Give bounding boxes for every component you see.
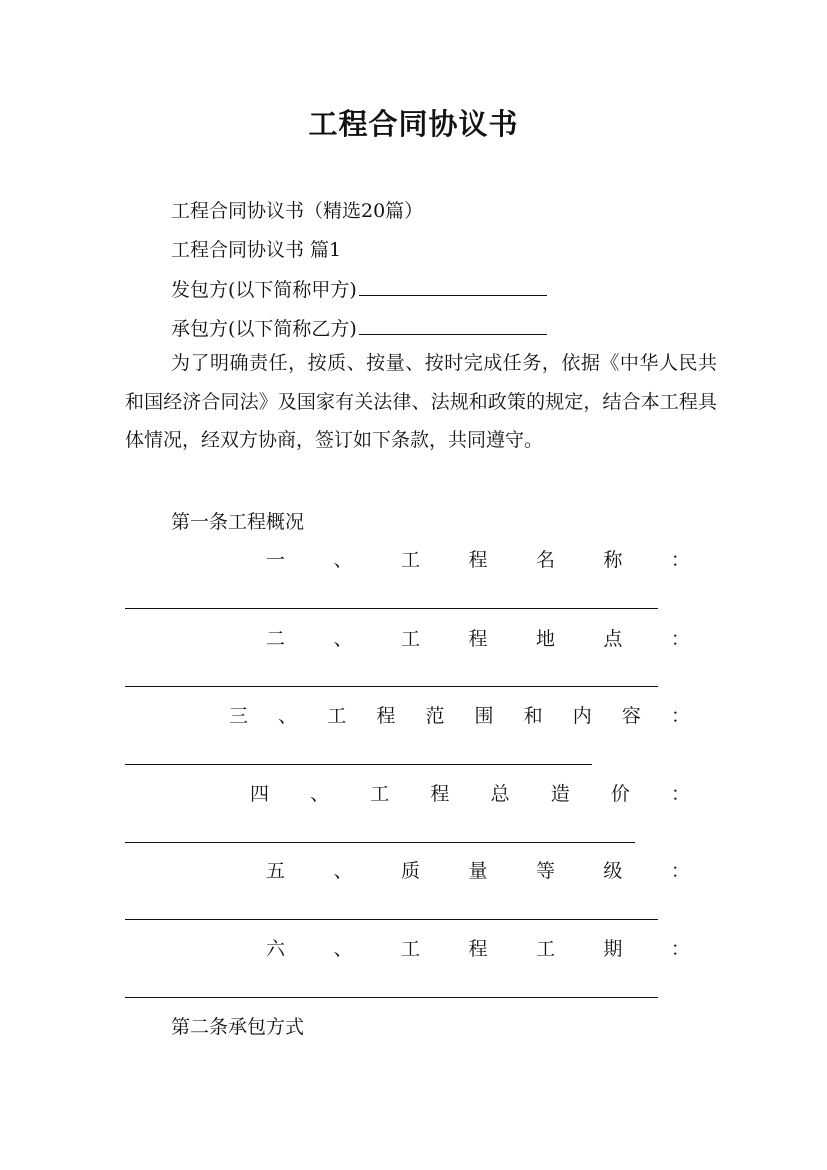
item-row-3 — [229, 704, 690, 728]
subtitle: 工程合同协议书（精选20篇） — [171, 200, 424, 222]
party-b-label: 承包方(以下简称乙方) — [171, 318, 357, 340]
item-char: 二 — [266, 628, 286, 650]
item-char: 工 — [400, 549, 420, 571]
item-underline-3 — [125, 764, 592, 765]
item-char: 、 — [310, 783, 330, 805]
item-char: 量 — [468, 860, 488, 882]
article2-heading: 第二条承包方式 — [171, 1016, 305, 1038]
item-char: 工 — [400, 628, 420, 650]
item-char: 四 — [250, 783, 270, 805]
party-a-blank — [359, 277, 547, 296]
item-char: 程 — [430, 783, 450, 805]
item-char: 范 — [425, 705, 445, 727]
item-row-2 — [266, 627, 690, 651]
party-b-line — [171, 316, 547, 341]
item-char: 程 — [468, 549, 488, 571]
item-char: 六 — [266, 938, 286, 960]
item-char: 称 — [603, 549, 623, 571]
item-char: 容 — [621, 705, 641, 727]
article1-heading: 第一条工程概况 — [171, 511, 305, 533]
item-char: ： — [670, 938, 690, 960]
item-char: 五 — [266, 860, 286, 882]
item-char: 程 — [468, 938, 488, 960]
item-underline-6 — [125, 997, 658, 998]
item-char: 期 — [603, 938, 623, 960]
section-heading: 工程合同协议书 篇1 — [171, 239, 342, 261]
party-b-blank — [359, 316, 547, 335]
item-char: 点 — [603, 628, 623, 650]
item-char: ： — [670, 860, 690, 882]
item-char: ： — [670, 783, 690, 805]
item-underline-2 — [125, 686, 658, 687]
party-a-label: 发包方(以下简称甲方) — [171, 279, 357, 301]
item-char: 、 — [278, 705, 298, 727]
item-char: 、 — [333, 860, 353, 882]
item-char: 一 — [266, 549, 286, 571]
item-row-6 — [266, 937, 690, 961]
item-char: 三 — [229, 705, 249, 727]
item-char: ： — [670, 628, 690, 650]
item-char: 、 — [333, 938, 353, 960]
item-char: 程 — [376, 705, 396, 727]
item-char: 工 — [400, 938, 420, 960]
item-char: 名 — [535, 549, 555, 571]
item-char: ： — [670, 705, 690, 727]
document-title: 工程合同协议书 — [308, 107, 519, 141]
item-char: 价 — [610, 783, 630, 805]
item-row-4 — [250, 782, 690, 806]
item-char: 级 — [603, 860, 623, 882]
item-char: 和 — [523, 705, 543, 727]
item-row-1 — [266, 548, 690, 572]
item-char: 、 — [333, 549, 353, 571]
item-char: 地 — [535, 628, 555, 650]
item-char: 工 — [327, 705, 347, 727]
item-char: 工 — [370, 783, 390, 805]
item-char: 等 — [535, 860, 555, 882]
item-char: 程 — [468, 628, 488, 650]
item-underline-5 — [125, 919, 658, 920]
item-char: 工 — [535, 938, 555, 960]
party-a-line — [171, 277, 547, 302]
item-char: 总 — [490, 783, 510, 805]
intro-paragraph: 为了明确责任，按质、按量、按时完成任务，依据《中华人民共和国经济合同法》及国家有关法律、法规和政策的规定，结合本工程具体情况，经双方协商，签订如下条款，共同遵守。 — [125, 352, 717, 452]
item-char: 造 — [550, 783, 570, 805]
item-char: ： — [670, 549, 690, 571]
item-underline-1 — [125, 608, 658, 609]
item-char: 质 — [400, 860, 420, 882]
item-underline-4 — [125, 842, 635, 843]
item-char: 内 — [572, 705, 592, 727]
item-char: 、 — [333, 628, 353, 650]
item-char: 围 — [474, 705, 494, 727]
item-row-5 — [266, 859, 690, 883]
